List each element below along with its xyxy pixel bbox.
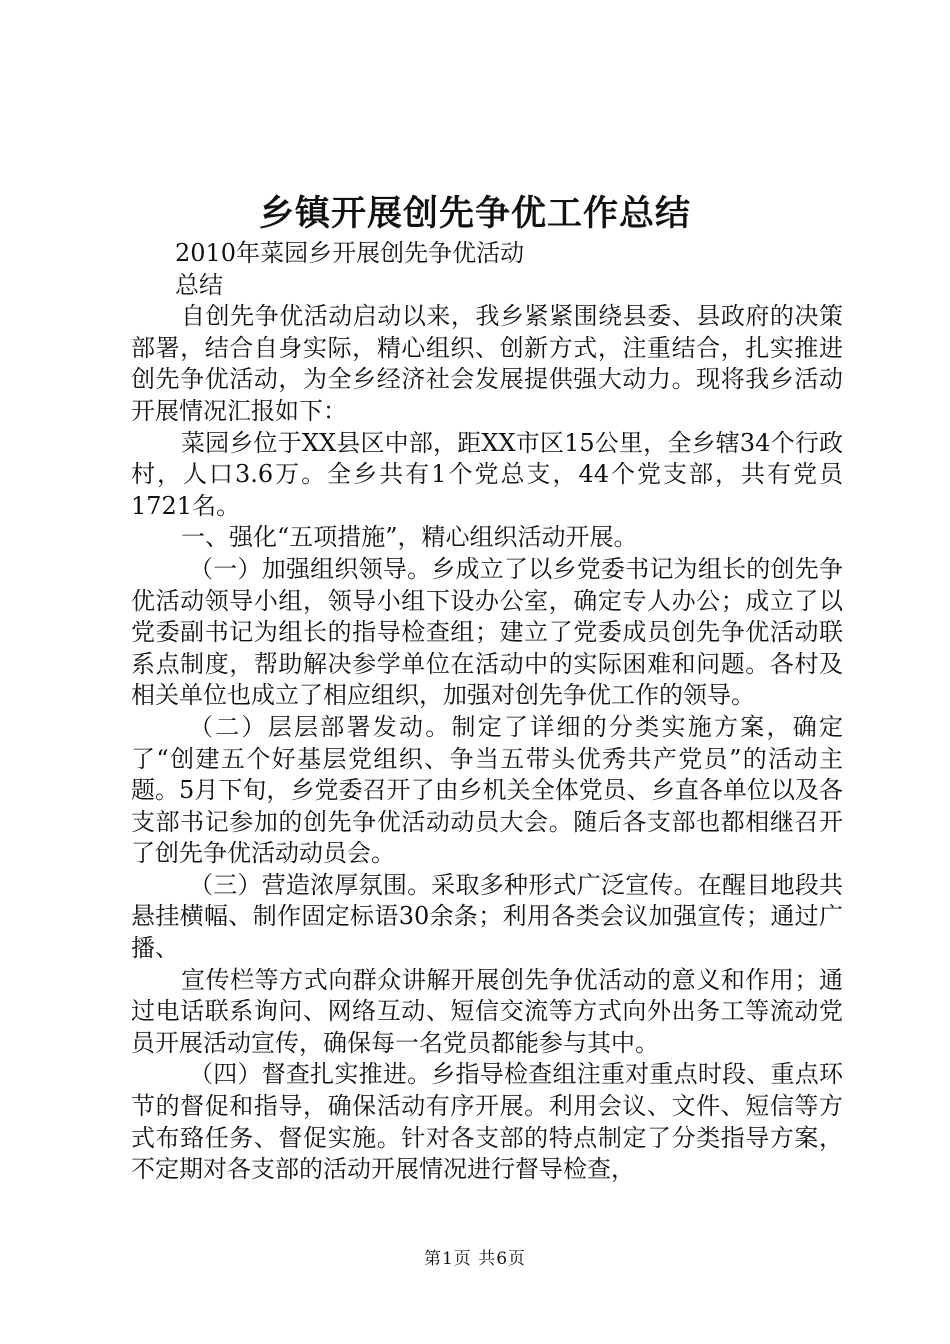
document-title: 乡镇开展创先争优工作总结 <box>258 193 691 234</box>
paragraph-intro: 自创先争优活动启动以来，我乡紧紧围绕县委、县政府的决策部署，结合自身实际，精心组织、创新方式，注重结合，扎实推进创先争优活动，为全乡经济社会发展提供强大动力。现将我乡活动开展情况汇报如下： <box>131 302 843 425</box>
document-body <box>131 238 843 1186</box>
page-footer: 第1页 共6页 <box>423 1249 527 1269</box>
section-heading-1: 一、强化“五项措施”，精心组织活动开展。 <box>181 523 638 552</box>
paragraph-item-4: （四）督查扎实推进。乡指导检查组注重对重点时段、重点环节的督促和指导，确保活动有序开展。利用会议、文件、短信等方式布臵任务、督促实施。针对各支部的特点制定了分类指导方案，不定期对各支部的活动开展情况进行督导检查， <box>131 1060 843 1184</box>
paragraph-item-3: （三）营造浓厚氛围。采取多种形式广泛宣传。在醒目地段共悬挂横幅、制作固定标语30余条；利用各类会议加强宣传；通过广播、 <box>131 870 843 963</box>
paragraph-overview: 菜园乡位于XX县区中部，距XX市区15公里，全乡辖34个行政村，人口3.6万。全乡共有1个党总支，44个党支部，共有党员1721名。 <box>131 428 843 520</box>
subtitle-line-2: 总结 <box>175 270 223 299</box>
subtitle-line-1: 2010年菜园乡开展创先争优活动 <box>175 239 525 267</box>
paragraph-item-2: （二）层层部署发动。制定了详细的分类实施方案，确定了“创建五个好基层党组织、争当五带头优秀共产党员”的活动主题。5月下旬，乡党委召开了由乡机关全体党员、乡直各单位以及各支部书记参加的创先争优活动动员大会。随后各支部也都相继召开了创先争优活动动员会。 <box>131 712 843 868</box>
paragraph-item-3-continued: 宣传栏等方式向群众讲解开展创先争优活动的意义和作用；通过电话联系询问、网络互动、短信交流等方式向外出务工等流动党员开展活动宣传，确保每一名党员都能参与其中。 <box>131 965 843 1057</box>
paragraph-item-1: （一）加强组织领导。乡成立了以乡党委书记为组长的创先争优活动领导小组，领导小组下设办公室，确定专人办公；成立了以党委副书记为组长的指导检查组；建立了党委成员创先争优活动联系点制度，帮助解决参学单位在活动中的实际困难和问题。各村及相关单位也成立了相应组织，加强对创先争优工作的领导。 <box>131 554 843 710</box>
